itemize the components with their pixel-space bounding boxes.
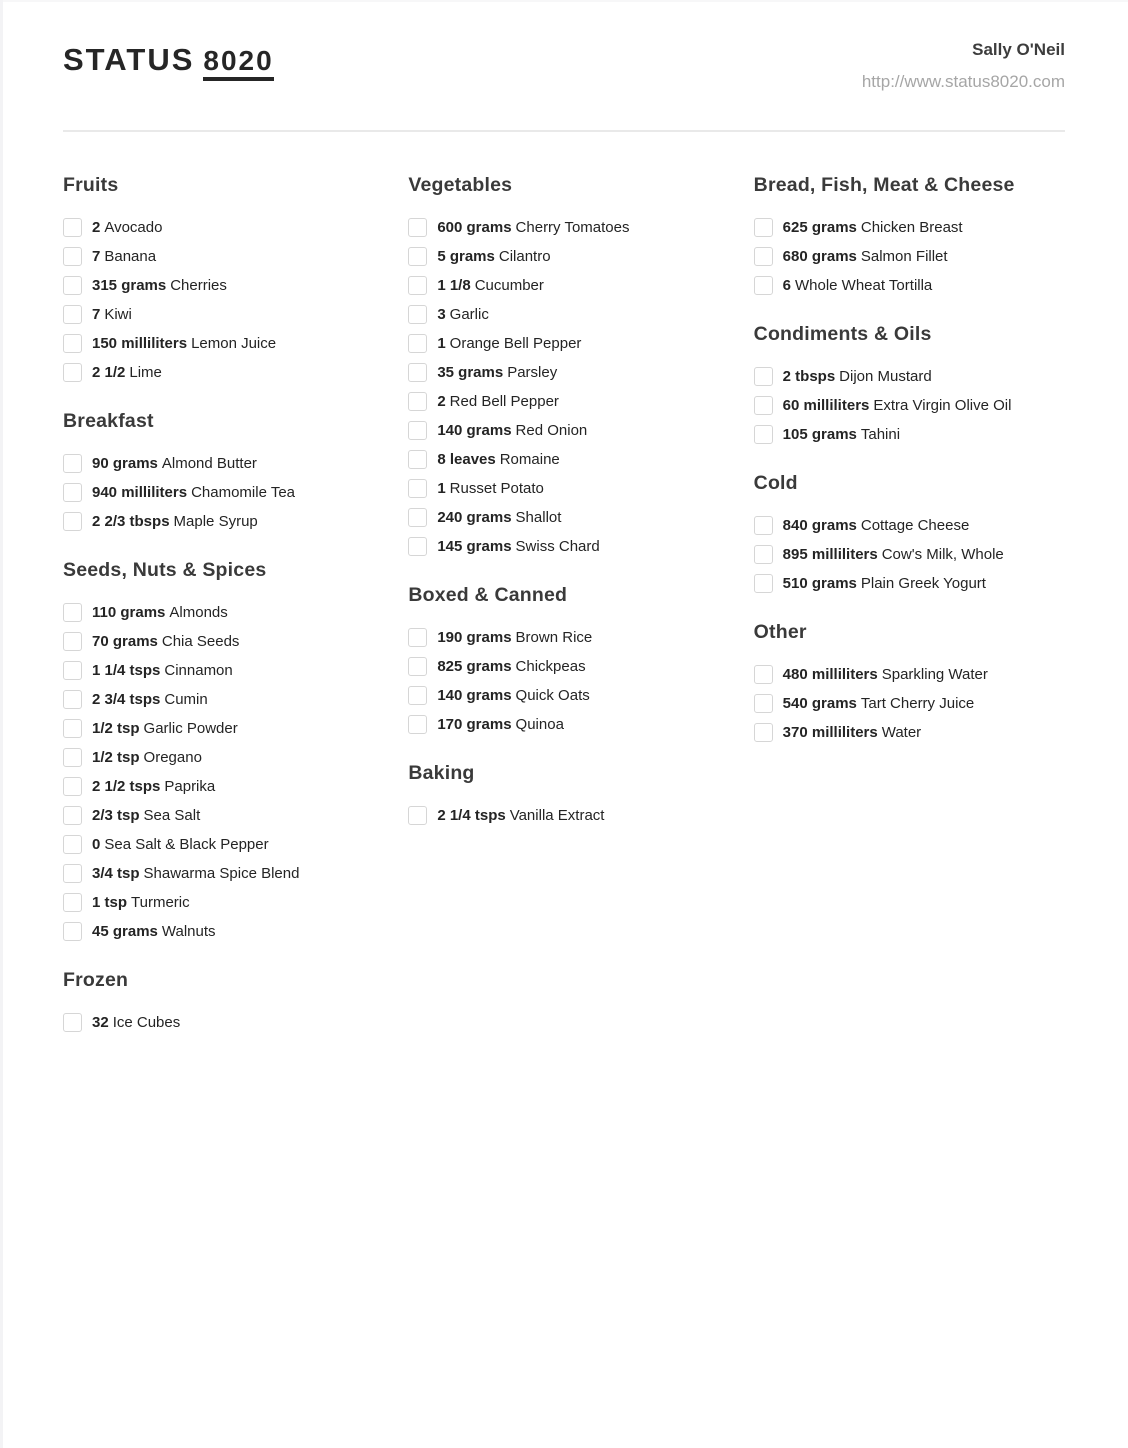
- item-label: [783, 694, 975, 714]
- item-quantity: 140 grams: [437, 421, 512, 439]
- item-checkbox[interactable]: [63, 632, 82, 651]
- item-label: [783, 723, 922, 743]
- item-label: [437, 421, 587, 441]
- grocery-item-row: [408, 503, 719, 532]
- item-checkbox[interactable]: [63, 334, 82, 353]
- item-name: Almonds: [169, 603, 228, 621]
- item-name: Russet Potato: [449, 479, 544, 497]
- item-name: Turmeric: [131, 893, 190, 911]
- item-name: Banana: [104, 247, 157, 265]
- item-checkbox[interactable]: [408, 276, 427, 295]
- item-quantity: 1: [437, 334, 446, 352]
- item-checkbox[interactable]: [63, 835, 82, 854]
- item-name: Cow's Milk, Whole: [881, 545, 1004, 563]
- item-name: Kiwi: [104, 305, 132, 323]
- item-quantity: 35 grams: [437, 363, 504, 381]
- category-title: Breakfast: [63, 410, 154, 432]
- grocery-item-row: [754, 420, 1065, 449]
- category-section: [754, 472, 1065, 598]
- grocery-column-right: [754, 174, 1065, 770]
- item-label: [783, 425, 900, 445]
- item-checkbox[interactable]: [408, 421, 427, 440]
- item-quantity: 105 grams: [782, 425, 857, 443]
- item-quantity: 3/4 tsp: [92, 864, 140, 882]
- item-name: Orange Bell Pepper: [449, 334, 582, 352]
- grocery-item-row: [408, 801, 719, 830]
- grocery-item-row: [754, 689, 1065, 718]
- grocery-item-row: [754, 540, 1065, 569]
- page-header: [63, 40, 1065, 102]
- grocery-item-row: [408, 474, 719, 503]
- item-quantity: 8 leaves: [437, 450, 496, 468]
- status8020-logo: [63, 44, 274, 81]
- item-name: Romaine: [499, 450, 560, 468]
- grocery-item-row: [408, 416, 719, 445]
- grocery-item-row: [408, 623, 719, 652]
- item-quantity: 150 milliliters: [92, 334, 188, 352]
- grocery-item-row: [63, 507, 374, 536]
- item-quantity: 315 grams: [92, 276, 167, 294]
- item-quantity: 45 grams: [92, 922, 158, 940]
- item-name: Quick Oats: [515, 686, 590, 704]
- item-name: Sea Salt: [143, 806, 201, 824]
- category-title: Vegetables: [408, 174, 513, 196]
- item-checkbox[interactable]: [754, 367, 773, 386]
- item-name: Tart Cherry Juice: [860, 694, 975, 712]
- category-section: [754, 174, 1065, 300]
- item-quantity: 190 grams: [437, 628, 512, 646]
- item-name: Almond Butter: [161, 454, 257, 472]
- item-checkbox[interactable]: [408, 715, 427, 734]
- item-checkbox[interactable]: [63, 661, 82, 680]
- grocery-item-row: [408, 358, 719, 387]
- item-name: Dijon Mustard: [839, 367, 932, 385]
- item-name: Chamomile Tea: [191, 483, 296, 501]
- item-quantity: 540 grams: [782, 694, 857, 712]
- item-quantity: 2 tbsps: [782, 367, 836, 385]
- item-label: [783, 516, 970, 536]
- item-quantity: 2: [437, 392, 446, 410]
- grocery-item-row: [754, 362, 1065, 391]
- grocery-column-middle: [408, 174, 719, 853]
- item-quantity: 825 grams: [437, 657, 512, 675]
- item-label: [92, 363, 162, 383]
- category-section: [63, 969, 374, 1037]
- grocery-item-row: [408, 213, 719, 242]
- item-checkbox[interactable]: [408, 657, 427, 676]
- category-section: [754, 621, 1065, 747]
- item-label: [92, 218, 162, 238]
- item-name: Paprika: [164, 777, 216, 795]
- grocery-item-row: [754, 569, 1065, 598]
- item-label: [92, 454, 257, 474]
- item-name: Walnuts: [161, 922, 216, 940]
- grocery-item-row: [754, 213, 1065, 242]
- item-checkbox[interactable]: [754, 247, 773, 266]
- item-label: [437, 686, 589, 706]
- grocery-item-row: [408, 271, 719, 300]
- item-name: Cherries: [170, 276, 227, 294]
- grocery-item-row: [754, 511, 1065, 540]
- item-name: Garlic Powder: [143, 719, 238, 737]
- item-label: [437, 715, 564, 735]
- item-name: Avocado: [104, 218, 163, 236]
- item-name: Swiss Chard: [515, 537, 600, 555]
- item-label: [92, 632, 239, 652]
- item-checkbox[interactable]: [754, 516, 773, 535]
- item-name: Cilantro: [498, 247, 551, 265]
- item-checkbox[interactable]: [63, 1013, 82, 1032]
- item-name: Red Bell Pepper: [449, 392, 559, 410]
- item-label: [92, 835, 269, 855]
- item-name: Garlic: [449, 305, 489, 323]
- item-name: Red Onion: [515, 421, 588, 439]
- grocery-item-row: [408, 300, 719, 329]
- item-checkbox[interactable]: [408, 806, 427, 825]
- item-quantity: 7: [92, 305, 101, 323]
- item-label: [437, 247, 550, 267]
- category-title: Bread, Fish, Meat & Cheese: [753, 174, 1015, 196]
- item-quantity: 1/2 tsp: [92, 748, 140, 766]
- item-checkbox[interactable]: [63, 893, 82, 912]
- item-quantity: 7: [92, 247, 101, 265]
- item-name: Shawarma Spice Blend: [143, 864, 300, 882]
- grocery-item-row: [408, 242, 719, 271]
- item-checkbox[interactable]: [754, 425, 773, 444]
- grocery-item-row: [408, 652, 719, 681]
- site-url: http://www.status8020.com: [861, 72, 1065, 91]
- item-name: Chickpeas: [515, 657, 586, 675]
- category-title: Frozen: [63, 969, 129, 991]
- item-name: Cinnamon: [164, 661, 233, 679]
- grocery-item-row: [63, 300, 374, 329]
- item-name: Maple Syrup: [173, 512, 258, 530]
- item-name: Salmon Fillet: [860, 247, 948, 265]
- item-label: [437, 806, 604, 826]
- grocery-item-row: [63, 627, 374, 656]
- item-checkbox[interactable]: [63, 276, 82, 295]
- item-checkbox[interactable]: [408, 508, 427, 527]
- item-label: [437, 479, 544, 499]
- item-name: Chia Seeds: [161, 632, 240, 650]
- grocery-item-row: [63, 213, 374, 242]
- item-label: [437, 305, 489, 325]
- item-quantity: 2 1/2 tsps: [92, 777, 161, 795]
- item-quantity: 170 grams: [437, 715, 512, 733]
- grocery-item-row: [754, 271, 1065, 300]
- grocery-item-row: [63, 772, 374, 801]
- item-label: [783, 367, 932, 387]
- item-checkbox[interactable]: [63, 806, 82, 825]
- category-title: Condiments & Oils: [753, 323, 932, 345]
- grocery-item-row: [63, 1008, 374, 1037]
- item-name: Parsley: [507, 363, 558, 381]
- item-name: Vanilla Extract: [509, 806, 605, 824]
- item-label: [92, 922, 216, 942]
- item-checkbox[interactable]: [63, 922, 82, 941]
- grocery-item-row: [408, 681, 719, 710]
- item-label: [92, 305, 132, 325]
- category-section: [408, 762, 719, 830]
- grocery-item-row: [408, 445, 719, 474]
- item-label: [783, 545, 1004, 565]
- item-quantity: 2 3/4 tsps: [92, 690, 161, 708]
- item-name: Lemon Juice: [191, 334, 277, 352]
- grocery-item-row: [63, 478, 374, 507]
- logo-8020-text: 8020: [203, 47, 273, 81]
- item-name: Cucumber: [474, 276, 544, 294]
- item-quantity: 680 grams: [782, 247, 857, 265]
- category-section: [63, 410, 374, 536]
- item-checkbox[interactable]: [408, 537, 427, 556]
- item-quantity: 70 grams: [92, 632, 158, 650]
- item-quantity: 32: [92, 1013, 109, 1031]
- item-name: Oregano: [143, 748, 202, 766]
- item-label: [92, 661, 233, 681]
- item-label: [437, 392, 559, 412]
- item-label: [92, 276, 227, 296]
- item-name: Shallot: [515, 508, 562, 526]
- item-checkbox[interactable]: [63, 864, 82, 883]
- item-quantity: 60 milliliters: [782, 396, 870, 414]
- item-checkbox[interactable]: [754, 276, 773, 295]
- item-name: Sea Salt & Black Pepper: [104, 835, 269, 853]
- item-quantity: 510 grams: [782, 574, 857, 592]
- user-name: Sally O'Neil: [972, 40, 1065, 59]
- item-quantity: 480 milliliters: [782, 665, 878, 683]
- category-title: Boxed & Canned: [408, 584, 568, 606]
- item-name: Plain Greek Yogurt: [860, 574, 986, 592]
- item-quantity: 2: [92, 218, 101, 236]
- item-quantity: 840 grams: [782, 516, 857, 534]
- grocery-item-row: [408, 387, 719, 416]
- item-name: Brown Rice: [515, 628, 593, 646]
- item-checkbox[interactable]: [408, 450, 427, 469]
- grocery-column-left: [63, 174, 374, 1060]
- item-label: [437, 218, 629, 238]
- grocery-item-row: [63, 743, 374, 772]
- item-checkbox[interactable]: [754, 574, 773, 593]
- grocery-item-row: [63, 271, 374, 300]
- item-quantity: 1: [437, 479, 446, 497]
- grocery-item-row: [63, 242, 374, 271]
- grocery-item-row: [408, 329, 719, 358]
- item-label: [437, 657, 585, 677]
- item-name: Water: [881, 723, 922, 741]
- grocery-item-row: [63, 656, 374, 685]
- item-quantity: 0: [92, 835, 101, 853]
- grocery-item-row: [754, 391, 1065, 420]
- item-label: [92, 690, 208, 710]
- item-checkbox[interactable]: [754, 694, 773, 713]
- item-checkbox[interactable]: [754, 723, 773, 742]
- item-checkbox[interactable]: [754, 396, 773, 415]
- item-checkbox[interactable]: [63, 483, 82, 502]
- item-quantity: 940 milliliters: [92, 483, 188, 501]
- item-quantity: 2 1/4 tsps: [437, 806, 506, 824]
- item-label: [92, 893, 190, 913]
- item-checkbox[interactable]: [408, 363, 427, 382]
- header-user-block: [862, 40, 1065, 92]
- item-label: [783, 574, 986, 594]
- item-label: [92, 806, 200, 826]
- item-label: [92, 864, 299, 884]
- item-quantity: 140 grams: [437, 686, 512, 704]
- item-label: [437, 276, 544, 296]
- item-quantity: 5 grams: [437, 247, 495, 265]
- header-divider: [63, 130, 1065, 132]
- grocery-item-row: [63, 859, 374, 888]
- item-checkbox[interactable]: [408, 334, 427, 353]
- item-quantity: 2 2/3 tbsps: [92, 512, 170, 530]
- grocery-item-row: [63, 917, 374, 946]
- item-name: Sparkling Water: [881, 665, 988, 683]
- grocery-item-row: [63, 329, 374, 358]
- item-checkbox[interactable]: [63, 218, 82, 237]
- item-name: Ice Cubes: [112, 1013, 181, 1031]
- item-checkbox[interactable]: [408, 628, 427, 647]
- item-name: Cottage Cheese: [860, 516, 970, 534]
- item-checkbox[interactable]: [408, 392, 427, 411]
- grocery-item-row: [754, 660, 1065, 689]
- grocery-item-row: [63, 449, 374, 478]
- item-label: [92, 512, 258, 532]
- item-checkbox[interactable]: [408, 686, 427, 705]
- grocery-item-row: [63, 358, 374, 387]
- item-checkbox[interactable]: [63, 603, 82, 622]
- category-title: Fruits: [63, 174, 119, 196]
- item-quantity: 1 1/8: [437, 276, 471, 294]
- item-label: [437, 628, 592, 648]
- item-quantity: 370 milliliters: [782, 723, 878, 741]
- grocery-item-row: [63, 685, 374, 714]
- item-label: [92, 334, 276, 354]
- item-checkbox[interactable]: [408, 305, 427, 324]
- item-quantity: 625 grams: [782, 218, 857, 236]
- item-checkbox[interactable]: [63, 305, 82, 324]
- item-label: [92, 748, 202, 768]
- item-checkbox[interactable]: [754, 218, 773, 237]
- category-section: [63, 559, 374, 946]
- item-label: [92, 483, 295, 503]
- item-label: [437, 363, 557, 383]
- item-label: [783, 218, 963, 238]
- grocery-item-row: [63, 888, 374, 917]
- item-quantity: 1 tsp: [92, 893, 128, 911]
- category-title: Cold: [753, 472, 798, 494]
- item-label: [783, 276, 933, 296]
- item-quantity: 600 grams: [437, 218, 512, 236]
- item-checkbox[interactable]: [408, 218, 427, 237]
- item-label: [92, 603, 228, 623]
- item-label: [783, 247, 948, 267]
- grocery-item-row: [408, 532, 719, 561]
- grocery-item-row: [63, 598, 374, 627]
- item-quantity: 1/2 tsp: [92, 719, 140, 737]
- grocery-item-row: [408, 710, 719, 739]
- item-label: [92, 719, 238, 739]
- item-label: [437, 508, 561, 528]
- category-section: [63, 174, 374, 387]
- item-label: [437, 450, 559, 470]
- item-name: Extra Virgin Olive Oil: [873, 396, 1012, 414]
- category-section: [408, 174, 719, 561]
- item-checkbox[interactable]: [408, 247, 427, 266]
- item-quantity: 1 1/4 tsps: [92, 661, 161, 679]
- item-checkbox[interactable]: [63, 454, 82, 473]
- category-section: [408, 584, 719, 739]
- item-name: Cherry Tomatoes: [515, 218, 630, 236]
- grocery-item-row: [63, 714, 374, 743]
- grocery-item-row: [63, 801, 374, 830]
- item-checkbox[interactable]: [63, 748, 82, 767]
- item-label: [783, 665, 988, 685]
- category-title: Other: [753, 621, 807, 643]
- item-label: [437, 537, 599, 557]
- item-quantity: 110 grams: [92, 603, 166, 621]
- item-quantity: 240 grams: [437, 508, 512, 526]
- grocery-item-row: [63, 830, 374, 859]
- item-quantity: 2 1/2: [92, 363, 126, 381]
- grocery-item-row: [754, 242, 1065, 271]
- logo-status-text: STATUS: [63, 42, 195, 77]
- item-checkbox[interactable]: [754, 665, 773, 684]
- grocery-item-row: [754, 718, 1065, 747]
- item-name: Lime: [129, 363, 162, 381]
- category-section: [754, 323, 1065, 449]
- item-label: [92, 1013, 180, 1033]
- item-label: [92, 777, 215, 797]
- item-quantity: 6: [782, 276, 791, 294]
- item-quantity: 90 grams: [92, 454, 158, 472]
- item-quantity: 145 grams: [437, 537, 512, 555]
- item-checkbox[interactable]: [63, 719, 82, 738]
- item-label: [783, 396, 1012, 416]
- item-checkbox[interactable]: [63, 512, 82, 531]
- item-name: Quinoa: [515, 715, 564, 733]
- item-checkbox[interactable]: [63, 247, 82, 266]
- item-name: Whole Wheat Tortilla: [795, 276, 933, 294]
- item-quantity: 3: [437, 305, 446, 323]
- item-checkbox[interactable]: [63, 363, 82, 382]
- item-checkbox[interactable]: [63, 690, 82, 709]
- category-title: Seeds, Nuts & Spices: [63, 559, 267, 581]
- item-quantity: 895 milliliters: [782, 545, 878, 563]
- item-name: Cumin: [164, 690, 208, 708]
- item-quantity: 2/3 tsp: [92, 806, 140, 824]
- category-title: Baking: [408, 762, 475, 784]
- grocery-columns: [63, 174, 1065, 1060]
- item-label: [437, 334, 581, 354]
- item-checkbox[interactable]: [63, 777, 82, 796]
- item-checkbox[interactable]: [408, 479, 427, 498]
- item-name: Chicken Breast: [860, 218, 963, 236]
- item-label: [92, 247, 156, 267]
- item-checkbox[interactable]: [754, 545, 773, 564]
- item-name: Tahini: [860, 425, 901, 443]
